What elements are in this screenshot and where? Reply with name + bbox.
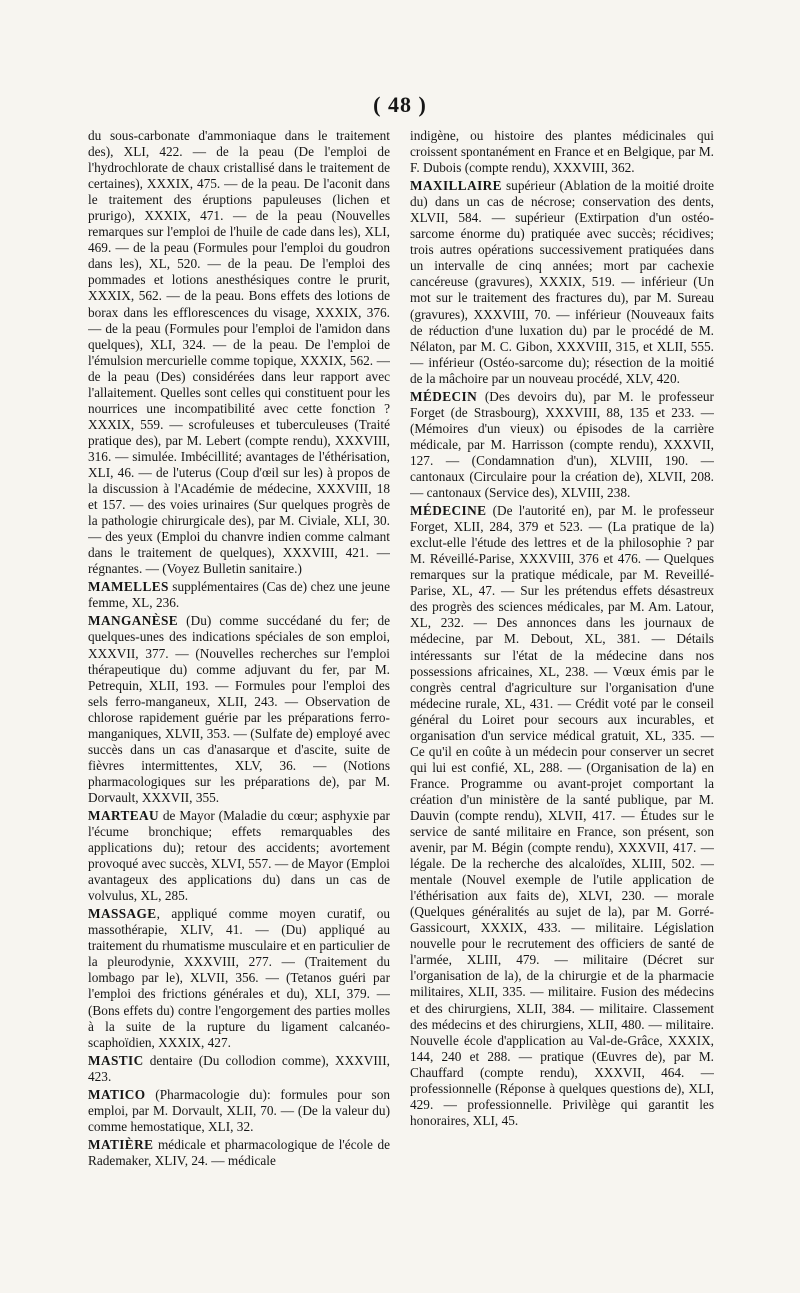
entry-text: de Mayor (Maladie du cœur; asphyxie par l'écume bronchique; effets remarquables des applications du); retour des accidents; avortement provoqué avec succès, XLVI, 557. — de Mayor (Emploi avantageux des applications du) dans un cas de volvulus, XL, 285.: [88, 807, 390, 904]
entry-text: (De l'autorité en), par M. le professeur Forget, XLII, 284, 379 et 523. — (La pratique de la) exclut-elle l'étude des lettres et de la philosophie ? par M. Réveillé-Parise, XXXVIII, 376 et 476. — Quelques remarques sur la pratique médicale, par M. Reveillé-Parise, XL, 47. — Sur les prétendus effets désastreux des progrès des sciences médicales, par M. Am. Latour, XL, 232. — Des annonces dans les journaux de médecine, par M. Debout, XL, 381. — Détails intéressants sur l'état de la médecine dans nos possessions africaines, XL, 238. — Vœux émis par le congrès central d'agriculture sur l'organisation d'une médecine rurale, XL, 431. — Crédit voté par le conseil général du Loiret pour secours aux incurables, et organisation d'un service médical gratuit, XL, 335. — Ce qu'il en coûte à un médecin pour conserver un secret qui lui est confié, XL, 288. — (Organisation de la) en France. Programme ou avant-projet comportant la création d'un ministère de la santé publique, par M. Dauvin (compte rendu), XLVII, 417. — Études sur le service de santé militaire en France, son présent, son avenir, par M. Bégin (compte rendu), XXXVII, 417. — légale. De la recherche des alcaloïdes, XLIII, 502. — mentale (Nouvel exemple de l'utile application de l'éthérisation aux faits de), XLVI, 230. — morale (Quelques généralités au sujet de la), par M. Gorré-Gassicourt, XXXIX, 433. — militaire. Législation nouvelle pour le recrutement des officiers de santé de l'armée, XLIII, 479. — militaire (Décret sur l'organisation de la), de la chirurgie et de la pharmacie militaires, XLII, 335. — militaire. Fusion des médecins et des chirurgiens, XLII, 384. — militaire. Classement des médecins et des chirurgiens, XLII, 480. — militaire. Nouvelle école d'application au Val-de-Grâce, XXXIX, 144, 240 et 288. — pratique (Œuvres de), par M. Chauffard (compte rendu), XXXVII, 464. — professionnelle (Réponse à quelques questions de), XLI, 429. — professionnelle. Privilège qui garantit les honoraires, XLI, 45.: [410, 503, 714, 1128]
entry-headword: MARTEAU: [88, 807, 160, 823]
entry-headword: MASTIC: [88, 1052, 144, 1068]
entry-text: , appliqué comme moyen curatif, ou massothérapie, XLIV, 41. — (Du) appliqué au traitement du rhumatisme musculaire et en particulier de la pleurodynie, XXXVIII, 277. — (Traitement du lombago par le), XLVII, 356. — (Tetanos guéri par l'emploi des frictions générales et du), XLI, 379. — (Bons effets du) contre l'engorgement des parties molles à la suite de la rupture du ligament calcanéo-scaphoïdien, XXXIX, 427.: [88, 906, 390, 1050]
entry-text: du sous-carbonate d'ammoniaque dans le traitement des), XLI, 422. — de la peau (De l'emploi de l'hydrochlorate de chaux cristallisé dans le traitement de certaines), XXXIX, 475. — de la peau. De l'aconit dans le traitement des éruptions papuleuses (lichen et prurigo), XXXIX, 471. — de la peau (Nouvelles remarques sur l'emploi de l'huile de cade dans les), XLI, 469. — de la peau (Formules pour l'emploi du goudron dans les), XL, 520. — de la peau. De l'emploi des pommades et lotions anesthésiques contre le prurit, XXXIX, 562. — de la peau. Bons effets des lotions de borax dans les efflorescences du visage, XXXIX, 376. — de la peau (Formules pour l'emploi de l'amidon dans quelques), XLI, 324. — de la peau. De l'emploi de l'émulsion mercurielle comme topique, XXXIX, 562. — de la peau (Des) considérées dans leur rapport avec l'allaitement. Quelles sont celles qui constituent pour les nourrices une incompatibilité avec cette fonction ? XXXIX, 559. — scrofuleuses et tuberculeuses (Traité pratique des), par M. Lebert (compte rendu), XXXVIII, 316. — simulée. Imbécillité; avantages de l'éthérisation, XLI, 46. — de l'uterus (Coup d'œil sur les) à propos de la discussion à l'Académie de médecine, XXXVIII, 18 et 157. — des voies urinaires (Sur quelques progrès de la pathologie chirurgicale des), par M. Civiale, XLI, 30. — des yeux (Emploi du chanvre indien comme calmant dans le traitement de quelques), XXXVIII, 421. — régnantes. — (Voyez Bulletin sanitaire.): [88, 128, 390, 577]
entry-headword: MATIÈRE: [88, 1136, 154, 1152]
index-entry-mamelles: [88, 579, 390, 611]
entry-headword: MASSAGE: [88, 906, 157, 922]
index-entry-médecine: [410, 503, 714, 1129]
entry-headword: MATICO: [88, 1086, 146, 1102]
entry-text: (Du) comme succédané du fer; de quelques-unes des indications spéciales de son emploi, XXXVII, 377. — (Nouvelles recherches sur l'emploi thérapeutique du) comme adjuvant du fer, par M. Petrequin, XLII, 193. — Formules pour l'emploi des sels ferro-manganeux, XLII, 243. — Observation de chlorose rapidement guérie par les préparations ferro-manganiques, XLVII, 353. — (Sulfate de) employé avec succès dans un cas d'anasarque et d'ascite, suite de fièvres intermittentes, XLV, 36. — (Notions pharmacologiques sur les préparations de), par M. Dorvault, XXXVII, 355.: [88, 613, 390, 805]
index-entry-médecin: [410, 389, 714, 501]
entry-text: supplémentaires (Cas de) chez une jeune femme, XL, 236.: [88, 579, 390, 611]
entry-text: (Pharmacologie du): formules pour son emploi, par M. Dorvault, XLII, 70. — (De la valeur du) comme hemostatique, XLI, 32.: [88, 1086, 390, 1134]
entry-headword: MAXILLAIRE: [410, 178, 502, 194]
index-entry-mastic: [88, 1053, 390, 1085]
index-entry-massage: [88, 906, 390, 1050]
entry-text: médicale et pharmacologique de l'école de Rademaker, XLIV, 24. — médicale: [88, 1136, 390, 1168]
right-column: [410, 128, 714, 1248]
index-entry-manganèse: [88, 613, 390, 806]
index-entry-maxillaire: [410, 178, 714, 387]
index-entry-matico: [88, 1087, 390, 1135]
page-number: ( 48 ): [373, 92, 427, 117]
entry-text: dentaire (Du collodion comme), XXXVIII, 423.: [88, 1052, 390, 1084]
index-entry-marteau: [88, 808, 390, 904]
entry-headword: MÉDECINE: [410, 503, 487, 519]
index-entry-matière: [88, 1137, 390, 1169]
entry-headword: MÉDECIN: [410, 388, 478, 404]
entry-text: (Des devoirs du), par M. le professeur Forget (de Strasbourg), XXXVIII, 88, 135 et 233. — (Mémoires d'un vieux) ou épisodes de la carrière médicale, par M. Harrisson (compte rendu), XXXVII, 127. — (Condamnation d'un), XLVIII, 190. — cantonaux (Circulaire pour la création de), XLVII, 208. — cantonaux (Service des), XLVIII, 238.: [410, 388, 714, 501]
index-entry-continuation: [410, 128, 714, 176]
entry-text: supérieur (Ablation de la moitié droite du) dans un cas de nécrose; conservation des dents, XLVII, 584. — supérieur (Extirpation d'un ostéo-sarcome énorme du) pratiquée avec succès; récidives; trois autres opérations successivement pratiquées dans un intervalle de cinq années; mort par cachexie cancéreuse (gravures), XXXIX, 519. — inférieur (Un mot sur le traitement des fractures du), par M. Sureau (gravures), XXXVIII, 70. — inférieur (Nouveaux faits de réduction d'une luxation du) par le procédé de M. Nélaton, par M. C. Gibon, XXXVIII, 315, et XLII, 555. — inférieur (Ostéo-sarcome du); résection de la moitié de la mâchoire par un nouveau procédé, XLV, 420.: [410, 178, 714, 386]
entry-headword: MAMELLES: [88, 579, 169, 595]
entry-text: indigène, ou histoire des plantes médicinales qui croissent spontanément en France et en Belgique, par M. F. Dubois (compte rendu), XXXVIII, 362.: [410, 128, 714, 176]
entry-headword: MANGANÈSE: [88, 613, 179, 629]
index-entry-continuation: [88, 128, 390, 577]
left-column: [88, 128, 390, 1248]
